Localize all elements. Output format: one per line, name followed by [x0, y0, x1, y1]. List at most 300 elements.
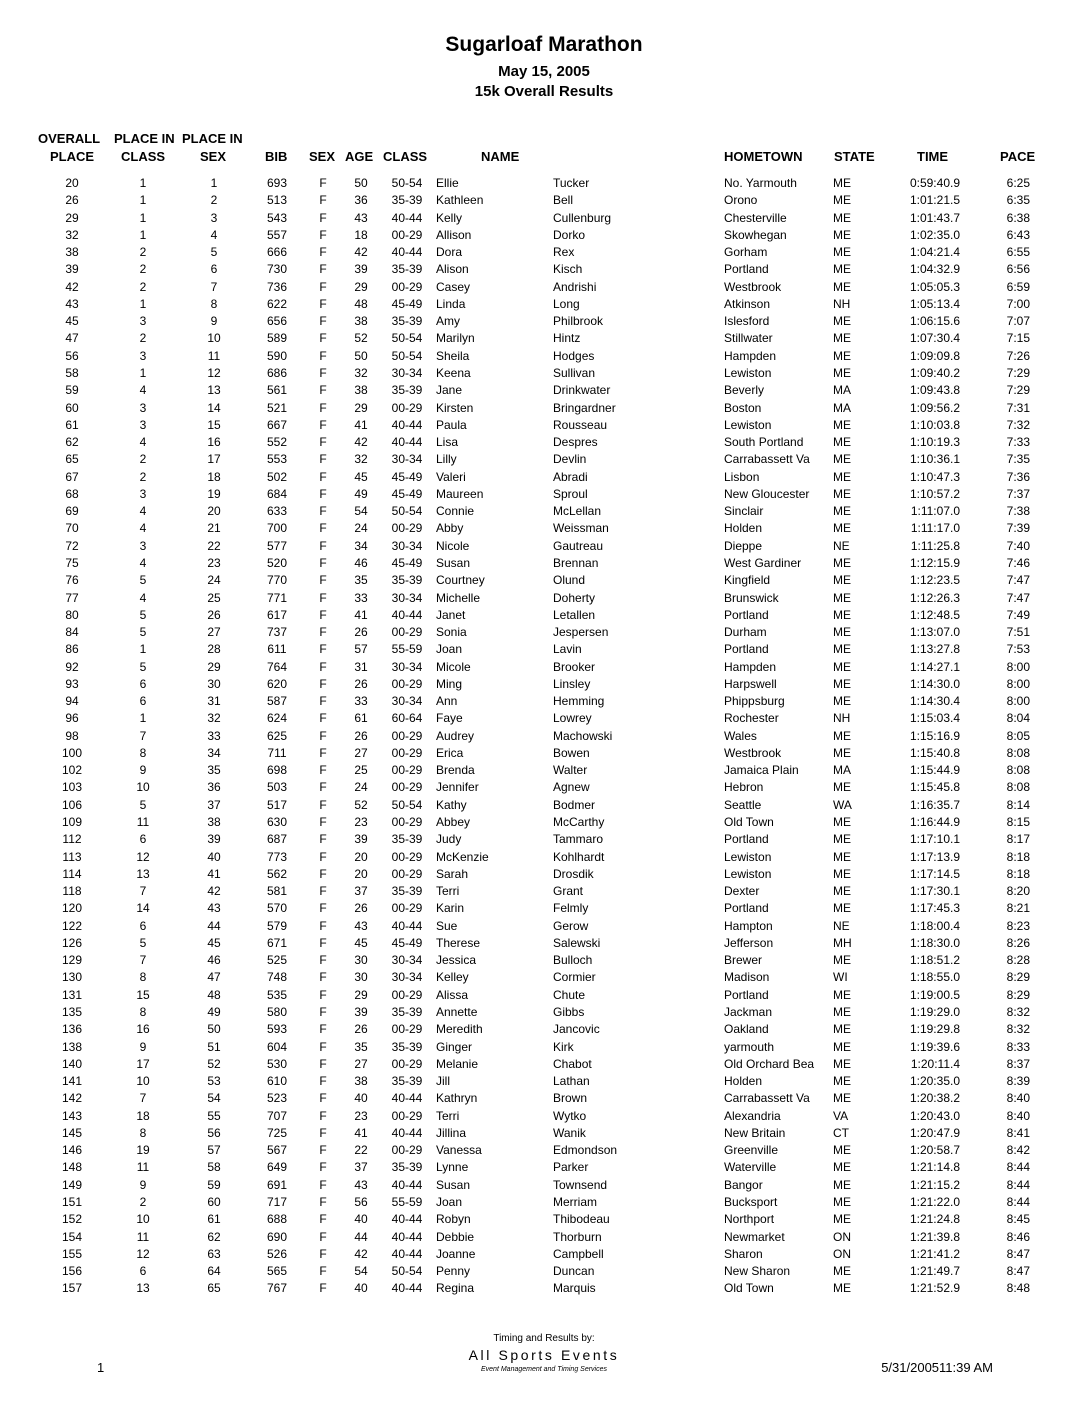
cell-sex: F — [319, 555, 327, 570]
cell-state: MA — [833, 763, 851, 778]
cell-hometown: yarmouth — [724, 1039, 775, 1054]
cell-bib: 748 — [266, 970, 288, 985]
cell-class-place: 15 — [136, 987, 150, 1002]
cell-sex: F — [319, 279, 327, 294]
cell-state: ME — [833, 987, 851, 1002]
cell-hometown: Sharon — [724, 1246, 763, 1261]
cell-state: WI — [833, 970, 848, 985]
cell-bib: 617 — [266, 607, 288, 622]
cell-time: 1:14:27.1 — [909, 659, 960, 674]
cell-class-place: 1 — [139, 296, 147, 311]
cell-first-name: Karin — [436, 901, 465, 916]
cell-hometown: Bucksport — [724, 1194, 778, 1209]
cell-first-name: Regina — [436, 1281, 475, 1296]
cell-hometown: Lewiston — [724, 417, 772, 432]
cell-time: 1:02:35.0 — [909, 227, 960, 242]
cell-time: 1:18:30.0 — [909, 935, 960, 950]
cell-first-name: Jillina — [436, 1125, 467, 1140]
cell-bib: 633 — [266, 504, 288, 519]
cell-hometown: Phippsburg — [724, 694, 785, 709]
cell-class: 00-29 — [391, 763, 423, 778]
cell-age: 40 — [354, 1281, 368, 1296]
cell-time: 1:01:43.7 — [909, 210, 960, 225]
cell-time: 1:17:13.9 — [909, 849, 960, 864]
cell-overall-place: 80 — [65, 607, 79, 622]
cell-class-place: 6 — [139, 676, 147, 691]
cell-state: ME — [833, 452, 851, 467]
header-time: TIME — [917, 149, 949, 164]
cell-first-name: Marilyn — [436, 331, 475, 346]
cell-overall-place: 146 — [61, 1143, 83, 1158]
cell-overall-place: 26 — [65, 193, 79, 208]
cell-state: ME — [833, 210, 851, 225]
cell-age: 54 — [354, 1264, 368, 1278]
cell-state: ON — [833, 1246, 851, 1261]
cell-sex: F — [319, 383, 327, 398]
cell-class: 35-39 — [391, 1039, 423, 1054]
cell-first-name: Therese — [436, 935, 481, 950]
cell-sex-place: 55 — [207, 1108, 221, 1123]
header-overall-top: OVERALL — [38, 131, 101, 146]
cell-overall-place: 38 — [65, 245, 79, 260]
cell-first-name: Dora — [436, 245, 463, 260]
cell-sex: F — [319, 659, 327, 674]
cell-first-name: Vanessa — [436, 1143, 482, 1158]
cell-time: 1:20:38.2 — [909, 1091, 960, 1106]
cell-sex-place: 54 — [207, 1091, 221, 1106]
cell-sex: F — [319, 435, 327, 450]
cell-class-place: 9 — [139, 1039, 147, 1054]
cell-class: 35-39 — [391, 884, 423, 899]
cell-bib: 611 — [267, 642, 287, 657]
cell-hometown: Holden — [724, 521, 763, 536]
cell-state: ME — [833, 555, 851, 570]
cell-bib: 567 — [266, 1143, 288, 1158]
cell-class: 40-44 — [391, 607, 423, 622]
company-tagline: Event Management and Timing Services — [481, 1366, 607, 1373]
cell-class-place: 5 — [139, 659, 147, 674]
cell-pace: 7:37 — [1006, 486, 1030, 501]
cell-class-place: 16 — [136, 1022, 150, 1037]
cell-class: 45-49 — [391, 296, 423, 311]
cell-pace: 7:49 — [1006, 607, 1030, 622]
cell-time: 1:09:40.2 — [909, 366, 960, 380]
cell-first-name: Lilly — [436, 452, 457, 467]
cell-pace: 8:42 — [1006, 1143, 1030, 1158]
cell-hometown: Hampden — [724, 659, 777, 674]
cell-state: ME — [833, 625, 851, 639]
cell-class-place: 1 — [139, 227, 147, 242]
cell-time: 1:10:19.3 — [909, 435, 960, 450]
cell-age: 43 — [354, 918, 368, 933]
cell-state: ME — [833, 1212, 851, 1227]
cell-class-place: 4 — [139, 590, 147, 605]
cell-last-name: Bodmer — [553, 797, 596, 812]
cell-hometown: Westbrook — [724, 745, 782, 760]
cell-state: ME — [833, 1281, 851, 1296]
cell-state: ME — [833, 866, 851, 881]
cell-sex-place: 12 — [207, 366, 221, 380]
cell-sex-place: 42 — [207, 884, 221, 899]
cell-class: 55-59 — [391, 1194, 423, 1209]
cell-sex-place: 50 — [207, 1022, 221, 1037]
cell-time: 1:20:43.0 — [909, 1108, 960, 1123]
cell-pace: 8:23 — [1006, 918, 1030, 933]
cell-pace: 8:28 — [1006, 953, 1030, 968]
cell-overall-place: 62 — [65, 435, 79, 450]
cell-class-place: 2 — [139, 331, 147, 346]
cell-state: ME — [833, 953, 851, 968]
cell-class: 35-39 — [391, 832, 423, 847]
cell-sex-place: 7 — [210, 279, 218, 294]
cell-bib: 764 — [266, 659, 288, 674]
cell-hometown: Jamaica Plain — [724, 763, 799, 778]
page-title: Sugarloaf Marathon — [445, 33, 643, 56]
cell-class: 00-29 — [391, 521, 423, 536]
cell-sex: F — [319, 953, 327, 968]
cell-class: 45-49 — [391, 555, 423, 570]
cell-hometown: Hampton — [724, 918, 773, 933]
cell-pace: 8:18 — [1006, 849, 1030, 864]
cell-time: 1:05:05.3 — [909, 279, 960, 294]
cell-pace: 8:29 — [1006, 970, 1030, 985]
cell-time: 1:10:03.8 — [909, 417, 960, 432]
cell-first-name: Erica — [436, 745, 464, 760]
cell-sex: F — [319, 1005, 327, 1019]
cell-pace: 8:47 — [1006, 1264, 1030, 1278]
cell-bib: 513 — [266, 193, 288, 208]
cell-first-name: Abby — [436, 521, 464, 536]
cell-time: 1:09:09.8 — [909, 348, 960, 363]
cell-time: 1:04:21.4 — [909, 245, 960, 260]
cell-time: 1:09:56.2 — [909, 400, 960, 415]
cell-age: 40 — [354, 1212, 368, 1227]
cell-state: ME — [833, 1074, 851, 1088]
cell-hometown: Waterville — [724, 1160, 777, 1175]
cell-time: 1:17:10.1 — [909, 832, 960, 847]
cell-state: ME — [833, 435, 851, 450]
cell-overall-place: 155 — [61, 1246, 83, 1261]
cell-sex-place: 59 — [207, 1177, 221, 1192]
cell-age: 50 — [354, 176, 368, 190]
cell-last-name: Doherty — [553, 590, 596, 605]
cell-sex: F — [319, 486, 327, 501]
cell-bib: 604 — [266, 1039, 288, 1054]
cell-sex-place: 61 — [207, 1212, 221, 1227]
cell-age: 29 — [354, 987, 368, 1002]
cell-class-place: 8 — [139, 1125, 147, 1140]
cell-sex: F — [319, 538, 327, 553]
cell-hometown: Alexandria — [724, 1108, 781, 1123]
cell-pace: 7:47 — [1006, 573, 1030, 588]
cell-sex: F — [319, 1091, 327, 1106]
cell-time: 1:15:44.9 — [909, 763, 960, 778]
cell-pace: 8:15 — [1006, 815, 1030, 829]
cell-pace: 6:43 — [1006, 227, 1030, 242]
cell-sex: F — [319, 866, 327, 881]
cell-overall-place: 142 — [61, 1091, 83, 1106]
cell-hometown: Sinclair — [724, 504, 764, 519]
cell-pace: 8:48 — [1006, 1281, 1030, 1296]
cell-class-place: 9 — [139, 1177, 147, 1192]
cell-sex-place: 36 — [207, 780, 221, 795]
cell-pace: 8:44 — [1006, 1160, 1030, 1175]
cell-hometown: Orono — [724, 193, 758, 208]
cell-sex-place: 4 — [210, 227, 218, 242]
cell-class: 00-29 — [391, 1022, 423, 1037]
cell-overall-place: 136 — [61, 1022, 83, 1037]
header-bib: BIB — [265, 149, 288, 164]
cell-last-name: Lavin — [553, 642, 582, 657]
cell-hometown: Oakland — [724, 1022, 769, 1037]
cell-pace: 8:00 — [1006, 676, 1030, 691]
cell-time: 1:19:29.8 — [909, 1022, 960, 1037]
cell-sex: F — [319, 469, 327, 484]
cell-pace: 8:37 — [1006, 1056, 1030, 1071]
cell-age: 37 — [354, 884, 368, 899]
cell-age: 42 — [354, 435, 368, 450]
cell-hometown: Atkinson — [724, 296, 771, 311]
cell-sex-place: 58 — [207, 1160, 221, 1175]
cell-hometown: Newmarket — [724, 1229, 785, 1244]
cell-last-name: Cullenburg — [553, 210, 612, 225]
cell-class-place: 2 — [139, 245, 147, 260]
cell-sex: F — [319, 590, 327, 605]
cell-last-name: Brown — [553, 1091, 588, 1106]
cell-sex-place: 11 — [207, 348, 221, 363]
cell-pace: 8:08 — [1006, 780, 1030, 795]
cell-age: 33 — [354, 590, 368, 605]
cell-time: 1:21:49.7 — [909, 1264, 960, 1278]
cell-class-place: 5 — [139, 607, 147, 622]
cell-hometown: Harpswell — [724, 676, 777, 691]
cell-sex: F — [319, 366, 327, 380]
cell-pace: 8:39 — [1006, 1074, 1030, 1088]
cell-sex-place: 2 — [210, 193, 218, 208]
header-name: NAME — [481, 149, 520, 164]
cell-overall-place: 120 — [61, 901, 83, 916]
cell-sex-place: 64 — [207, 1264, 221, 1278]
cell-state: ME — [833, 1143, 851, 1158]
cell-class-place: 6 — [139, 694, 147, 709]
cell-last-name: Long — [553, 296, 580, 311]
cell-pace: 8:14 — [1006, 797, 1030, 812]
cell-age: 24 — [354, 780, 368, 795]
cell-sex: F — [319, 210, 327, 225]
cell-bib: 622 — [266, 296, 288, 311]
cell-class-place: 3 — [139, 348, 147, 363]
cell-class-place: 10 — [136, 1212, 150, 1227]
cell-last-name: Gerow — [553, 918, 589, 933]
cell-first-name: Allison — [436, 227, 472, 242]
cell-pace: 8:17 — [1006, 832, 1030, 847]
cell-hometown: Northport — [724, 1212, 775, 1227]
cell-hometown: Beverly — [724, 383, 765, 398]
cell-first-name: Sue — [436, 918, 458, 933]
cell-overall-place: 86 — [65, 642, 79, 657]
cell-class: 30-34 — [391, 953, 423, 968]
cell-bib: 725 — [266, 1125, 288, 1140]
cell-class-place: 8 — [139, 970, 147, 985]
cell-bib: 666 — [266, 245, 288, 260]
cell-bib: 590 — [266, 348, 288, 363]
cell-class: 40-44 — [391, 1091, 423, 1106]
cell-hometown: Dexter — [724, 884, 760, 899]
cell-hometown: Rochester — [724, 711, 779, 726]
cell-bib: 577 — [266, 538, 288, 553]
cell-age: 36 — [354, 193, 368, 208]
cell-sex-place: 28 — [207, 642, 221, 657]
cell-overall-place: 72 — [65, 538, 79, 553]
cell-state: ME — [833, 832, 851, 847]
cell-class: 00-29 — [391, 227, 423, 242]
cell-class: 40-44 — [391, 245, 423, 260]
cell-hometown: Boston — [724, 400, 762, 415]
cell-pace: 8:29 — [1006, 987, 1030, 1002]
cell-class: 00-29 — [391, 676, 423, 691]
cell-sex-place: 62 — [207, 1229, 221, 1244]
cell-last-name: Salewski — [553, 935, 601, 950]
cell-class-place: 2 — [139, 452, 147, 467]
cell-class-place: 1 — [139, 642, 147, 657]
cell-hometown: Greenville — [724, 1143, 779, 1158]
cell-state: CT — [833, 1125, 849, 1140]
cell-time: 1:19:00.5 — [909, 987, 960, 1002]
cell-bib: 552 — [266, 435, 288, 450]
header-state: STATE — [834, 149, 875, 164]
cell-state: MA — [833, 383, 851, 398]
cell-overall-place: 65 — [65, 452, 79, 467]
cell-sex: F — [319, 935, 327, 950]
cell-overall-place: 76 — [65, 573, 79, 588]
cell-time: 1:12:26.3 — [909, 590, 960, 605]
cell-state: ME — [833, 331, 851, 346]
cell-sex-place: 63 — [207, 1246, 221, 1261]
cell-sex: F — [319, 1246, 327, 1261]
cell-last-name: Tucker — [553, 176, 590, 190]
cell-first-name: Abbey — [436, 815, 471, 829]
cell-state: ME — [833, 227, 851, 242]
cell-sex-place: 56 — [207, 1125, 221, 1140]
cell-sex-place: 20 — [207, 504, 221, 519]
cell-state: ME — [833, 780, 851, 795]
cell-age: 45 — [354, 469, 368, 484]
cell-last-name: Grant — [553, 884, 584, 899]
cell-hometown: Gorham — [724, 245, 768, 260]
cell-class: 00-29 — [391, 849, 423, 864]
cell-pace: 7:32 — [1006, 417, 1030, 432]
header-class-place-top: PLACE IN — [114, 131, 175, 146]
cell-age: 45 — [354, 935, 368, 950]
cell-hometown: Lisbon — [724, 469, 760, 484]
cell-hometown: Westbrook — [724, 279, 782, 294]
cell-overall-place: 61 — [65, 417, 79, 432]
cell-class-place: 7 — [139, 728, 147, 743]
cell-hometown: Chesterville — [724, 210, 787, 225]
header-overall-place: PLACE — [50, 149, 95, 164]
cell-sex: F — [319, 970, 327, 985]
cell-first-name: Courtney — [436, 573, 485, 588]
cell-pace: 8:04 — [1006, 711, 1030, 726]
cell-overall-place: 156 — [61, 1264, 83, 1278]
cell-age: 39 — [354, 262, 368, 277]
cell-last-name: Chabot — [553, 1056, 592, 1071]
cell-state: ME — [833, 694, 851, 709]
cell-age: 31 — [354, 659, 368, 674]
cell-sex: F — [319, 245, 327, 260]
cell-state: ME — [833, 366, 851, 380]
cell-class-place: 2 — [139, 469, 147, 484]
cell-class: 45-49 — [391, 486, 423, 501]
cell-bib: 593 — [266, 1022, 288, 1037]
cell-state: ME — [833, 573, 851, 588]
cell-overall-place: 42 — [65, 279, 79, 294]
cell-age: 26 — [354, 625, 368, 639]
cell-class-place: 4 — [139, 435, 147, 450]
cell-state: ME — [833, 1056, 851, 1071]
cell-hometown: West Gardiner — [724, 555, 802, 570]
cell-sex: F — [319, 711, 327, 726]
cell-pace: 8:44 — [1006, 1177, 1030, 1192]
cell-state: ME — [833, 1039, 851, 1054]
cell-age: 35 — [354, 1039, 368, 1054]
cell-sex-place: 47 — [207, 970, 221, 985]
cell-first-name: McKenzie — [436, 849, 489, 864]
cell-bib: 693 — [266, 176, 288, 190]
cell-last-name: Lathan — [553, 1074, 590, 1088]
cell-last-name: Weissman — [553, 521, 609, 536]
cell-sex-place: 48 — [207, 987, 221, 1002]
cell-sex-place: 27 — [207, 625, 221, 639]
cell-sex: F — [319, 728, 327, 743]
cell-overall-place: 114 — [62, 866, 82, 881]
cell-time: 1:20:58.7 — [909, 1143, 960, 1158]
cell-class: 35-39 — [391, 383, 423, 398]
cell-bib: 649 — [266, 1160, 288, 1175]
cell-age: 20 — [354, 866, 368, 881]
cell-class: 30-34 — [391, 366, 423, 380]
cell-state: ME — [833, 1005, 851, 1019]
cell-bib: 562 — [266, 866, 288, 881]
header-class: CLASS — [383, 149, 428, 164]
cell-age: 44 — [354, 1229, 368, 1244]
cell-bib: 771 — [266, 590, 288, 605]
cell-overall-place: 157 — [61, 1281, 83, 1296]
cell-state: NE — [833, 918, 850, 933]
cell-pace: 8:40 — [1006, 1091, 1030, 1106]
cell-age: 29 — [354, 279, 368, 294]
cell-class: 00-29 — [391, 1056, 423, 1071]
cell-age: 26 — [354, 901, 368, 916]
cell-sex: F — [319, 676, 327, 691]
cell-class: 00-29 — [391, 400, 423, 415]
cell-last-name: Kirk — [553, 1039, 574, 1054]
cell-sex-place: 34 — [207, 745, 221, 760]
cell-hometown: Portland — [724, 832, 769, 847]
cell-overall-place: 148 — [61, 1160, 83, 1175]
cell-pace: 6:35 — [1006, 193, 1030, 208]
cell-state: ME — [833, 659, 851, 674]
cell-age: 38 — [354, 383, 368, 398]
cell-last-name: Tammaro — [553, 832, 604, 847]
cell-sex-place: 14 — [207, 400, 221, 415]
cell-age: 41 — [354, 417, 368, 432]
cell-state: ME — [833, 486, 851, 501]
cell-bib: 671 — [266, 935, 288, 950]
cell-class-place: 14 — [136, 901, 150, 916]
cell-last-name: Andrishi — [553, 279, 597, 294]
cell-overall-place: 29 — [65, 210, 79, 225]
